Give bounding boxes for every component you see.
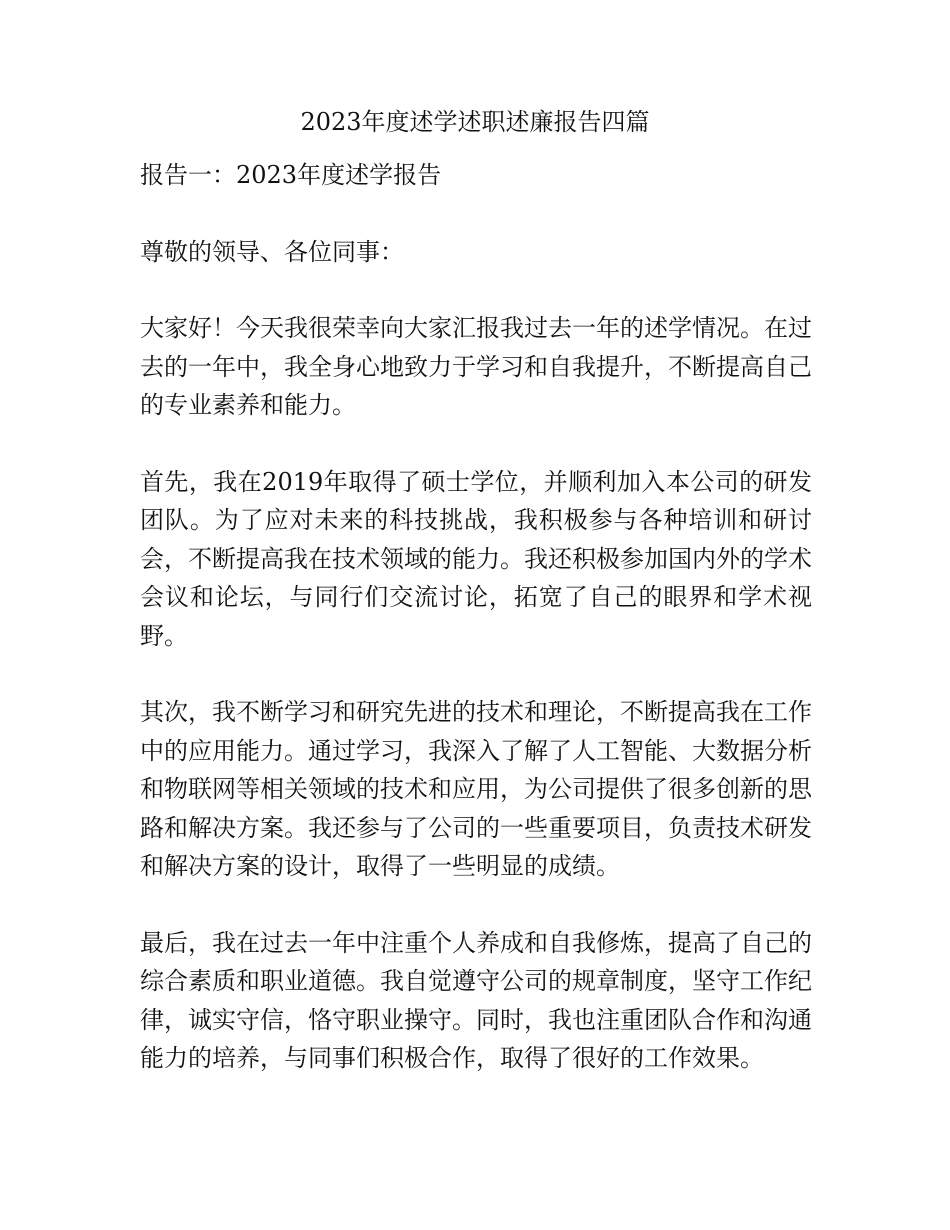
report-subtitle: 报告一：2023年度述学报告 (140, 161, 442, 189)
document-body (140, 156, 812, 1116)
paragraph-1: 大家好！今天我很荣幸向大家汇报我过去一年的述学情况。在过去的一年中，我全身心地致力于学习和自我提升，不断提高自己的专业素养和能力。 (140, 314, 812, 419)
greeting: 尊敬的领导、各位同事： (140, 237, 404, 266)
paragraph-4: 最后，我在过去一年中注重个人养成和自我修炼，提高了自己的综合素质和职业道德。我自觉遵守公司的规章制度，坚守工作纪律，诚实守信，恪守职业操守。同时，我也注重团队合作和沟通能力的培养，与同事们积极合作，取得了很好的工作效果。 (140, 928, 812, 1072)
paragraph-2: 首先，我在2019年取得了硕士学位，并顺利加入本公司的研发团队。为了应对未来的科技挑战，我积极参与各种培训和研讨会，不断提高我在技术领域的能力。我还积极参加国内外的学术会议和论坛，与同行们交流讨论，拓宽了自己的眼界和学术视野。 (140, 467, 812, 650)
paragraph-3: 其次，我不断学习和研究先进的技术和理论，不断提高我在工作中的应用能力。通过学习，我深入了解了人工智能、大数据分析和物联网等相关领域的技术和应用，为公司提供了很多创新的思路和解决方案。我还参与了公司的一些重要项目，负责技术研发和解决方案的设计，取得了一些明显的成绩。 (140, 698, 812, 880)
document-title: 2023年度述学述职述廉报告四篇 (300, 108, 650, 136)
